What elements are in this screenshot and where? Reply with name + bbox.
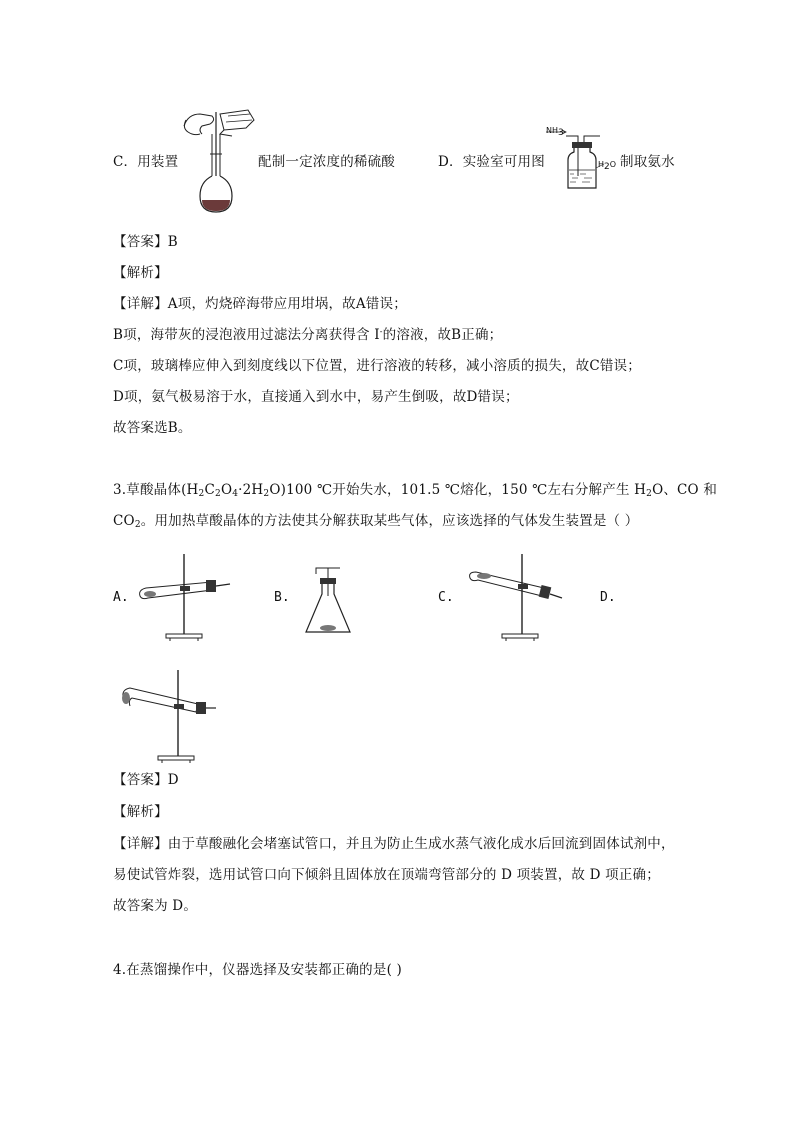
h2o-label [598,160,616,172]
q3-answer: 【答案】D [113,772,179,788]
q3-detail-2: 易使试管炸裂，选用试管口向下倾斜且固体放在顶端弯管部分的 D 项装置，故 D 项正确； [113,867,660,883]
q3-s1-mid: ·2H [238,482,264,498]
option-c-text [113,150,178,170]
h2o-h: H [598,160,605,169]
nh3-text: NH [546,126,558,135]
apparatus-a-figure [136,552,236,642]
option-d-prefix [438,150,545,170]
q2-detail-b [113,323,502,343]
q3-s1-o: O [220,482,233,498]
option-d-suffix [620,150,675,170]
q3-s1-pre: 3.草酸晶体(H [113,482,199,498]
apparatus-d-figure [116,668,226,764]
q3-s1-sub5: 2 [646,489,653,499]
q4-stem: 4.在蒸馏操作中，仪器选择及安装都正确的是( ) [113,962,403,978]
h2o-sub: 2 [604,162,610,172]
q2-conclusion: 故答案选B。 [113,420,192,436]
q3-conclusion: 故答案为 D。 [113,898,198,914]
q3-s1-post: O)100 ℃开始失水，101.5 ℃熔化，150 ℃左右分解产生 H [269,482,647,498]
q2-detail-d: D项，氨气极易溶于水，直接通入到水中，易产生倒吸，故D错误； [113,389,519,405]
q2-detail-b-post: 的溶液，故B正确； [382,327,503,343]
q3-s1-sub1: 2 [198,489,205,499]
volumetric-flask-figure [180,106,260,218]
apparatus-b-figure [300,566,356,638]
q3-s1-sub3: 4 [232,489,239,499]
q3-s1-sub4: 2 [263,489,270,499]
q3-option-c-label: C. [438,590,454,605]
q3-stem-line-1 [113,478,717,499]
option-d-suffix-text: 制取氨水 [620,154,675,170]
q3-analysis: 【解析】 [113,804,168,820]
option-c-prefix: C．用装置 [113,154,179,170]
q2-detail-b-pre: B项，海带灰的浸泡液用过滤法分离获得含 I [113,327,380,343]
q3-option-d-label: D. [600,590,616,605]
q3-s1-c: C [204,482,215,498]
q3-s1-end: O、CO 和 [652,482,718,498]
q2-answer: 【答案】B [113,234,178,250]
q2-analysis: 【解析】 [113,265,168,281]
option-d-prefix-text: D．实验室可用图 [438,154,545,170]
q3-s2-post: 。用加热草酸晶体的方法使其分解获取某些气体，应该选择的气体发生装置是（ ） [140,513,639,529]
q3-s1-sub2: 2 [215,489,221,499]
option-c-suffix-text: 配制一定浓度的稀硫酸 [258,154,395,170]
q2-detail-a: 【详解】A项，灼烧碎海带应用坩埚，故A错误； [113,296,407,312]
q3-option-a-label: A. [113,590,129,605]
q3-stem-line-2 [113,509,638,530]
q3-s2-pre: CO [113,513,135,529]
nh3-subscript: 3 [558,128,564,138]
nh3-label [546,126,564,138]
apparatus-c-figure [466,552,566,642]
q2-detail-c: C项，玻璃棒应伸入到刻度线以下位置，进行溶液的转移，减小溶质的损失，故C错误； [113,358,641,374]
q3-option-b-label: B. [274,590,290,605]
q3-detail-1: 【详解】由于草酸融化会堵塞试管口，并且为防止生成水蒸气液化成水后回流到固体试剂中， [113,836,675,852]
q2-detail-b-sup: - [379,327,383,336]
option-c-suffix [258,150,395,170]
h2o-o: O [609,160,617,169]
q3-s2-sub: 2 [134,520,141,530]
